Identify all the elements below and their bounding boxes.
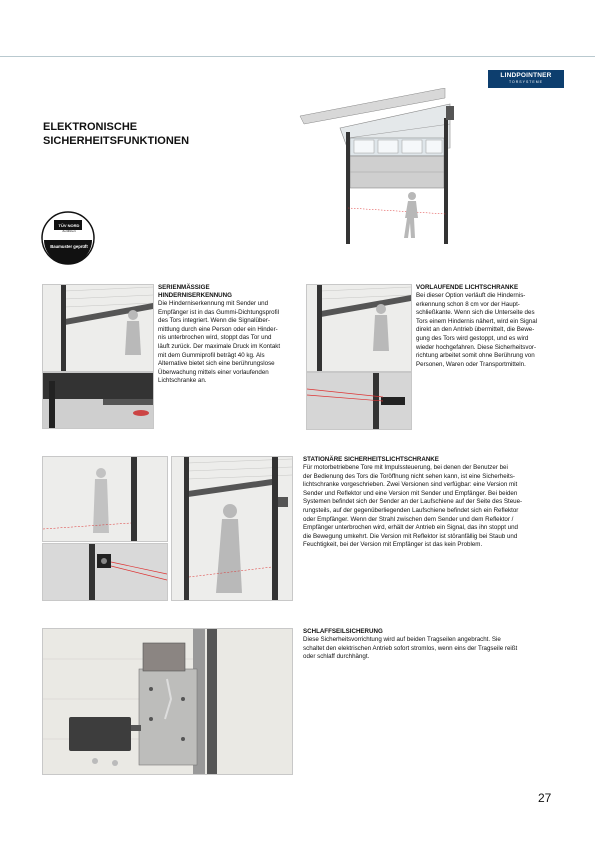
image-stationary-barrier-rail [42,456,168,542]
seal-bottom-text: Baumuster geprüft [50,244,88,249]
brand-logo [488,70,564,88]
image-light-barrier-closeup [306,372,412,430]
body-line: Bei dieser Option verläuft die Hindernis- [416,292,526,299]
section-body [416,292,566,369]
image-rubber-profile-closeup [42,372,154,429]
body-line: oder schlaff durchhängt. [303,653,370,661]
hero-door-illustration [280,88,470,248]
body-line: mit dem Gummiprofil beträgt 40 kg. Als [158,351,265,359]
section-heading: VORLAUFENDE LICHTSCHRANKE [416,284,519,291]
body-line: Empfänger ist in das Gummi-Dichtungsprofil [158,308,280,316]
section-leading-light-barrier [416,284,566,369]
section-slack-rope-safety [303,628,565,662]
logo-name: LINDPOINTNER [500,72,552,79]
body-line: gung des Tors wird gestoppt, und es wird [416,334,529,342]
body-line: Alternative bietet sich eine berührungslose [158,360,275,368]
section-heading [158,284,298,300]
body-line: schließkante. Wenn sich die Unterseite des [416,309,535,317]
body-line: lichtschranke vorgeschrieben. Zwei Versionen sind verfügbar: eine Version mit [303,481,518,489]
body-line: des Tors integriert. Wenn die Signalüber- [158,317,270,325]
body-line: Überwachung mittels einer vorlaufenden [158,368,269,376]
body-line: nis unterbrochen wird, stoppt das Tor und [158,334,272,342]
image-transmitter-closeup [42,543,168,601]
body-line: richtung arbeitet somit ohne Berührung von [416,352,535,360]
body-line: Personen, Waren oder Transportmitteln. [416,360,526,368]
heading-line: SERIENMÄSSIGE [158,284,210,291]
body-line: läuft zurück. Der maximale Druck im Kontakt [158,342,281,350]
body-line: die Bewegung umkehrt. Die Version mit Reflektor ist störanfällig bei Staub und [303,532,518,540]
logo-sub: TORSYSTEME [508,80,544,84]
heading-line: HINDERNISERKENNUNG [158,292,232,299]
image-leading-light-barrier-door [306,284,412,372]
body-line: Systemen befindet sich der Sender an der Laufschiene auf der Seite des Steue- [303,498,523,506]
section-body [158,300,298,386]
body-line: mittlung durch eine Person oder ein Hinder- [158,325,278,333]
section-stationary-light-barrier [303,456,565,550]
body-line: Für motorbetriebene Tore mit Impulssteuerung, bei denen der Benutzer bei [303,464,508,471]
image-stationary-barrier-door [171,456,293,601]
seal-top: TÜV NORD [58,223,80,228]
image-obstacle-detection-door [42,284,154,372]
section-heading: STATIONÄRE SICHERHEITSLICHTSCHRANKE [303,456,439,463]
page-title-line: SICHERHEITSFUNKTIONEN [43,135,190,147]
body-line: Die Hinderniserkennung mit Sender und [158,300,269,307]
body-line: Feuchtigkeit, bei der Version mit Empfänger ist das kein Problem. [303,541,483,549]
body-line: direkt an den Antrieb übermittelt, die Bewe- [416,326,535,334]
section-body [303,464,565,550]
tuv-seal-icon [40,210,96,266]
section-heading: SCHLAFFSEILSICHERUNG [303,628,383,635]
body-line: oder Empfänger. Wenn der Strahl zwischen dem Sender und dem Reflektor / [303,515,514,523]
header-rule [0,56,595,57]
section-obstacle-detection [158,284,298,386]
seal-top-sub: Zertifiziert [62,229,76,233]
body-line: rungsteils, auf der gegenüberliegenden Laufschiene befindet sich ein Reflektor [303,506,519,514]
seal-top-text [56,223,82,234]
page-number: 27 [538,791,552,805]
body-line: Sender und Reflektor und eine Version mit Sender und Empfänger. Bei beiden [303,489,518,497]
page-title-line: ELEKTRONISCHE [43,121,138,133]
page-title [43,120,243,148]
body-line: wieder hochgefahren. Diese Sicherheitsvor- [416,343,537,351]
body-line: der Bedienung des Tors die Toröffnung nicht sehen kann, ist eine Sicherheits- [303,472,515,480]
section-body [303,636,565,662]
body-line: Diese Sicherheitsvorrichtung wird auf beiden Tragseilen angebracht. Sie [303,636,501,643]
body-line: erkennung schon 8 cm vor der Haupt- [416,300,520,308]
image-slack-rope-device [42,628,293,775]
body-line: Empfänger unterbrochen wird, erhält der Antrieb ein Signal, das ihn stoppt und [303,524,518,532]
body-line: Lichtschranke an. [158,377,207,385]
body-line: Tors einem Hindernis nähert, wird ein Signal [416,317,538,325]
body-line: schaltet den elektrischen Antrieb sofort stromlos, wenn eins der Tragseile reißt [303,644,518,652]
